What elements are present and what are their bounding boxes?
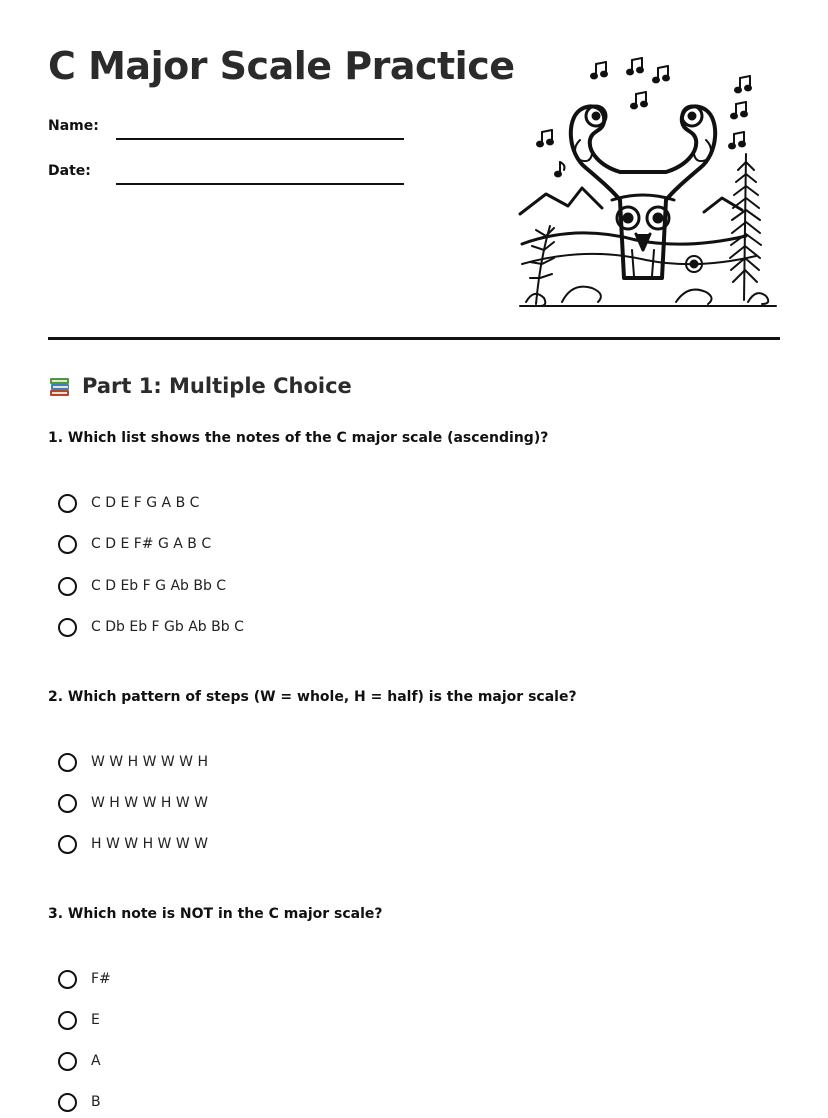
radio-button[interactable] [58, 1011, 77, 1030]
option-label: H W W H W W W [91, 836, 208, 852]
header-divider [48, 337, 780, 340]
option-label: C D E F G A B C [91, 495, 200, 511]
radio-button[interactable] [58, 1093, 77, 1112]
music-notes-icon [537, 58, 751, 176]
radio-button[interactable] [58, 535, 77, 554]
option-label: B [91, 1094, 101, 1110]
option-label: C D Eb F G Ab Bb C [91, 578, 227, 594]
date-label: Date: [48, 163, 91, 179]
part1-heading-text: Part 1: Multiple Choice [82, 374, 352, 398]
option-label: W H W W H W W [91, 795, 208, 811]
option-label: C D E F# G A B C [91, 536, 212, 552]
name-label: Name: [48, 118, 99, 134]
radio-button[interactable] [58, 970, 77, 989]
worksheet-title: C Major Scale Practice [48, 44, 515, 88]
q2-option-1[interactable] [58, 749, 208, 775]
date-field[interactable] [116, 183, 404, 185]
option-label: W W H W W W H [91, 754, 208, 770]
q1-option-2[interactable] [58, 531, 211, 557]
books-icon [48, 374, 72, 398]
q1-option-1[interactable] [58, 490, 199, 516]
name-field[interactable] [116, 138, 404, 140]
question-3: 3. Which note is NOT in the C major scale? [48, 906, 383, 922]
radio-button[interactable] [58, 577, 77, 596]
radio-button[interactable] [58, 1052, 77, 1071]
radio-button[interactable] [58, 794, 77, 813]
radio-button[interactable] [58, 618, 77, 637]
radio-button[interactable] [58, 494, 77, 513]
q2-option-3[interactable] [58, 831, 208, 857]
question-2: 2. Which pattern of steps (W = whole, H = half) is the major scale? [48, 689, 577, 705]
q1-option-3[interactable] [58, 573, 226, 599]
radio-button[interactable] [58, 753, 77, 772]
q3-option-1[interactable] [58, 966, 111, 992]
q1-option-4[interactable] [58, 614, 244, 640]
radio-button[interactable] [58, 835, 77, 854]
option-label: C Db Eb F Gb Ab Bb C [91, 619, 244, 635]
part1-heading [48, 374, 352, 398]
question-1: 1. Which list shows the notes of the C major scale (ascending)? [48, 430, 549, 446]
option-label: E [91, 1012, 100, 1028]
q3-option-4[interactable] [58, 1089, 101, 1115]
q3-option-3[interactable] [58, 1048, 101, 1074]
option-label: F# [91, 971, 111, 987]
option-label: A [91, 1053, 101, 1069]
lyre-illustration-icon [516, 50, 780, 310]
q3-option-2[interactable] [58, 1007, 100, 1033]
q2-option-2[interactable] [58, 790, 208, 816]
